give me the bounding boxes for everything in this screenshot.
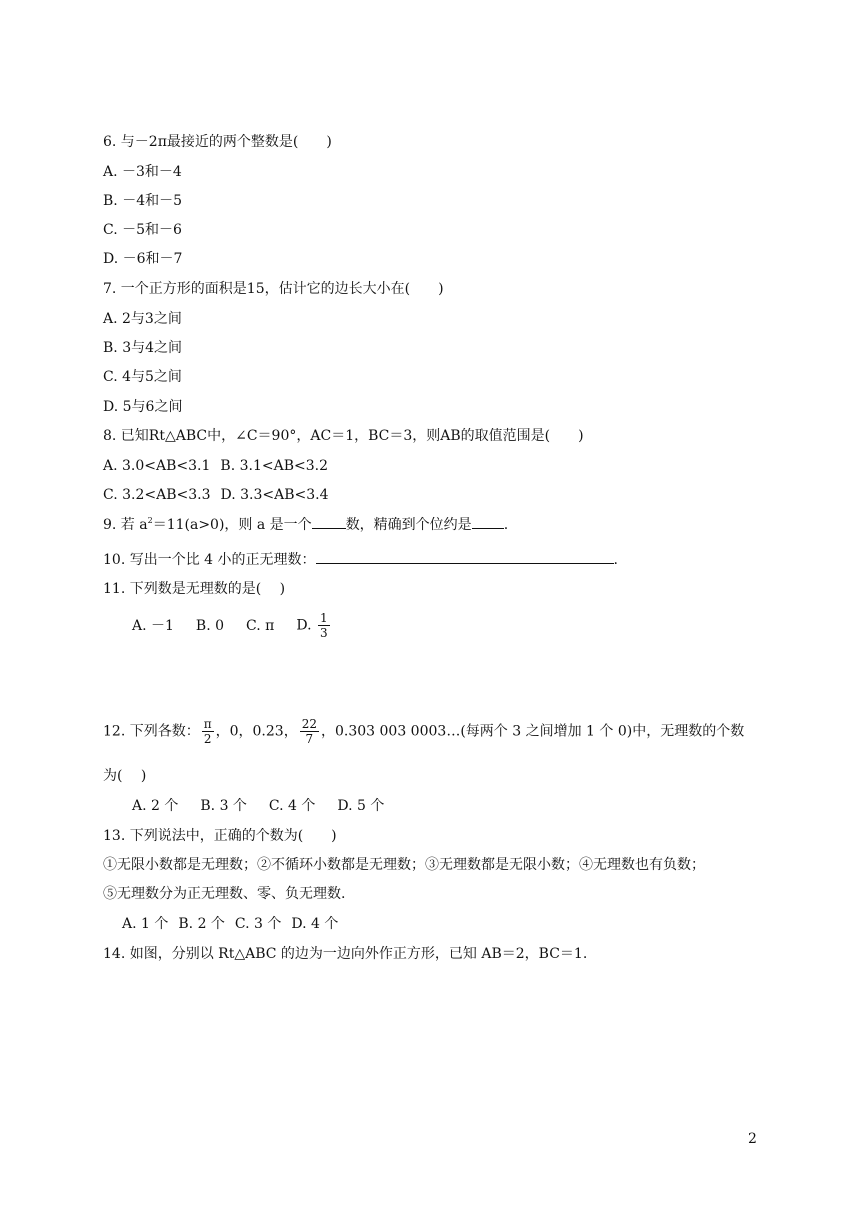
question-8-option-b: B. 3.1<AB<3.2 — [220, 458, 328, 474]
question-9-text-3: 数，精确到个位约是 — [345, 517, 472, 533]
question-8-option-d: D. 3.3<AB<3.4 — [220, 487, 329, 503]
question-11-option-b: B. 0 — [195, 617, 225, 634]
question-11-options — [132, 611, 332, 640]
fraction-numerator: 22 — [301, 717, 317, 731]
question-8-options-row-1 — [103, 457, 328, 475]
fraction-22-over-7 — [300, 717, 319, 746]
question-13-option-a: A. 1 个 — [122, 916, 169, 932]
question-14-stem: 14. 如图，分别以 Rt△ABC 的边为一边向外作正方形，已知 AB＝2，BC＝1. — [103, 946, 588, 962]
fraction-numerator: 1 — [320, 611, 328, 625]
fraction-denominator: 3 — [320, 626, 328, 640]
question-7-option-c: C. 4与5之间 — [103, 369, 182, 385]
question-11-stem: 11. 下列数是无理数的是( ) — [103, 581, 286, 597]
page-number: 2 — [748, 1131, 757, 1147]
question-7-option-b: B. 3与4之间 — [103, 340, 183, 356]
question-6-option-a: A. －3和－4 — [103, 164, 182, 180]
question-12-line-2: 为( ) — [103, 768, 147, 784]
fraction-one-third — [318, 611, 330, 640]
question-10-stem: 10. 写出一个比 4 小的正无理数： — [103, 552, 316, 568]
question-12-tail: ，0.303 003 0003…(每两个 3 之间增加 1 个 0)中，无理数的个数 — [320, 723, 745, 740]
question-11-option-c: C. π — [246, 617, 275, 634]
question-6-option-d: D. －6和－7 — [103, 251, 183, 267]
question-6-option-c: C. －5和－6 — [103, 222, 182, 238]
question-9 — [103, 516, 508, 534]
question-8-option-a: A. 3.0<AB<3.1 — [103, 458, 211, 474]
question-6-option-b: B. －4和－5 — [103, 193, 183, 209]
question-13-option-b: B. 2 个 — [178, 916, 225, 932]
question-12-option-b: B. 3 个 — [200, 798, 247, 814]
question-6-stem: 6. 与－2π最接近的两个整数是( ) — [103, 134, 332, 150]
question-13-option-c: C. 3 个 — [234, 916, 282, 932]
question-8-options-row-2 — [103, 486, 329, 504]
question-9-exponent: 2 — [147, 516, 153, 525]
question-12-mid: ，0，0.23， — [215, 723, 298, 740]
question-12-label: 12. 下列各数： — [103, 723, 200, 740]
question-11-option-a: A. －1 — [132, 617, 174, 634]
question-13-stem: 13. 下列说法中，正确的个数为( ) — [103, 828, 337, 844]
question-13-options — [122, 915, 338, 933]
question-7-option-a: A. 2与3之间 — [103, 311, 182, 327]
question-11-option-d: D. — [296, 617, 312, 634]
answer-blank-long — [316, 551, 614, 564]
question-8-option-c: C. 3.2<AB<3.3 — [103, 487, 211, 503]
question-13-option-d: D. 4 个 — [291, 916, 339, 932]
question-8-stem: 8. 已知Rt△ABC中，∠C＝90°，AC＝1，BC＝3，则AB的取值范围是( ) — [103, 428, 584, 444]
fraction-pi-over-2 — [202, 717, 214, 746]
question-13-statements-1: ①无限小数都是无理数；②不循环小数都是无理数；③无理数都是无限小数；④无理数也有负数； — [103, 857, 705, 873]
question-9-text-4: . — [503, 517, 509, 533]
question-12-line-1 — [103, 717, 744, 746]
question-12-option-d: D. 5 个 — [337, 798, 385, 814]
question-9-text-2: ＝11(a>0)，则 a 是一个 — [152, 517, 312, 533]
question-12-option-c: C. 4 个 — [268, 798, 316, 814]
fraction-denominator: 7 — [305, 732, 314, 746]
question-10 — [103, 551, 618, 569]
question-7-stem: 7. 一个正方形的面积是15，估计它的边长大小在( ) — [103, 281, 444, 297]
question-12-option-a: A. 2 个 — [132, 798, 179, 814]
fraction-denominator: 2 — [203, 732, 212, 746]
answer-blank-1 — [312, 516, 346, 529]
question-9-text-1: 9. 若 a — [103, 517, 148, 533]
answer-blank-2 — [472, 516, 504, 529]
question-12-options — [132, 797, 384, 815]
question-13-statements-2: ⑤无理数分为正无理数、零、负无理数. — [103, 886, 346, 902]
question-7-option-d: D. 5与6之间 — [103, 399, 183, 415]
question-10-end: . — [613, 552, 618, 568]
fraction-numerator: π — [203, 717, 212, 731]
